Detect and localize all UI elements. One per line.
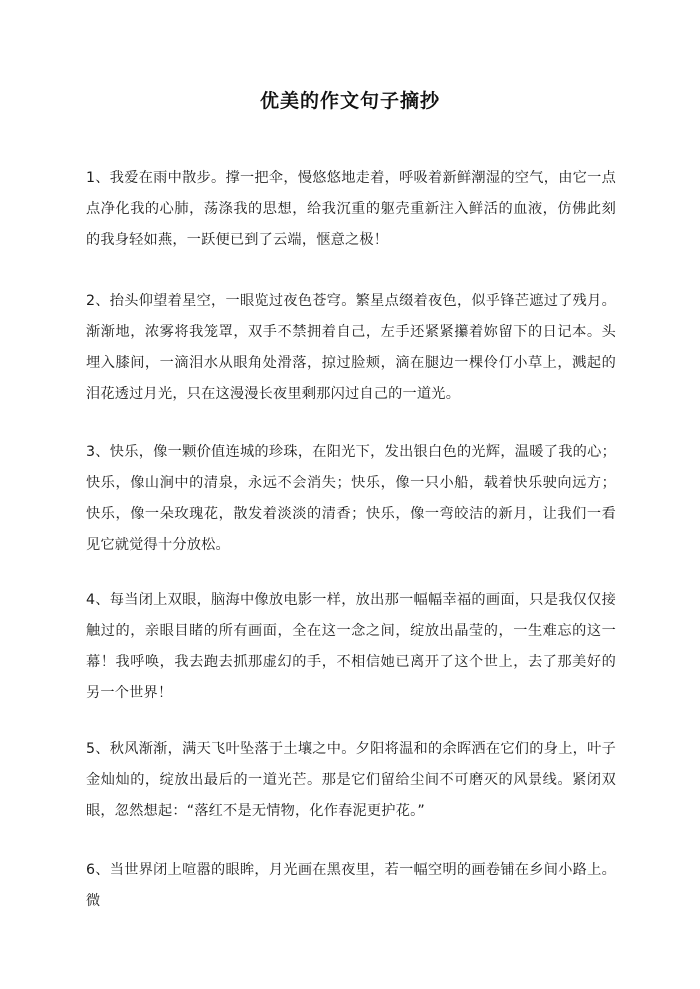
paragraph-3: 3、快乐，像一颗价值连城的珍珠，在阳光下，发出银白色的光辉，温暖了我的心；快乐，像山涧中的清泉，永远不会消失；快乐，像一只小船，载着快乐驶向远方；快乐，像一朵玫瑰花，散发着淡淡的清香；快乐，像一弯皎洁的新月，让我们一看见它就觉得十分放松。: [86, 444, 616, 553]
paragraph-6: 6、当世界闭上喧嚣的眼眸，月光画在黑夜里，若一幅空明的画卷铺在乡间小路上。微: [86, 862, 616, 909]
paragraph-5: 5、秋风渐渐，满天飞叶坠落于土壤之中。夕阳将温和的余晖洒在它们的身上，叶子金灿灿的，绽放出最后的一道光芒。那是它们留给尘间不可磨灭的风景线。紧闭双眼，忽然想起：“落红不是无情物，化作春泥更护花。”: [86, 741, 616, 819]
paragraph-1: 1、我爱在雨中散步。撑一把伞，慢悠悠地走着，呼吸着新鲜潮湿的空气，由它一点点净化我的心肺，荡涤我的思想，给我沉重的躯壳重新注入鲜活的血液，仿佛此刻的我身轻如燕，一跃便已到了云端，惬意之极！: [86, 170, 616, 248]
paragraph-4: 4、每当闭上双眼，脑海中像放电影一样，放出那一幅幅幸福的画面，只是我仅仅接触过的，亲眼目睹的所有画面，全在这一念之间，绽放出晶莹的，一生难忘的这一幕！我呼唤，我去跑去抓那虚幻的手，不相信她已离开了这个世上，去了那美好的另一个世界！: [86, 592, 616, 701]
document-title: 优美的作文句子摘抄: [259, 90, 440, 112]
paragraph-2: 2、抬头仰望着星空，一眼览过夜色苍穹。繁星点缀着夜色，似乎锋芒遮过了残月。渐渐地，浓雾将我笼罩，双手不禁拥着自己，左手还紧紧攥着妳留下的日记本。头埋入膝间，一滴泪水从眼角处滑落，掠过脸颊，滴在腿边一棵伶仃小草上，溅起的泪花透过月光，只在这漫漫长夜里剩那闪过自己的一道光。: [86, 293, 616, 402]
